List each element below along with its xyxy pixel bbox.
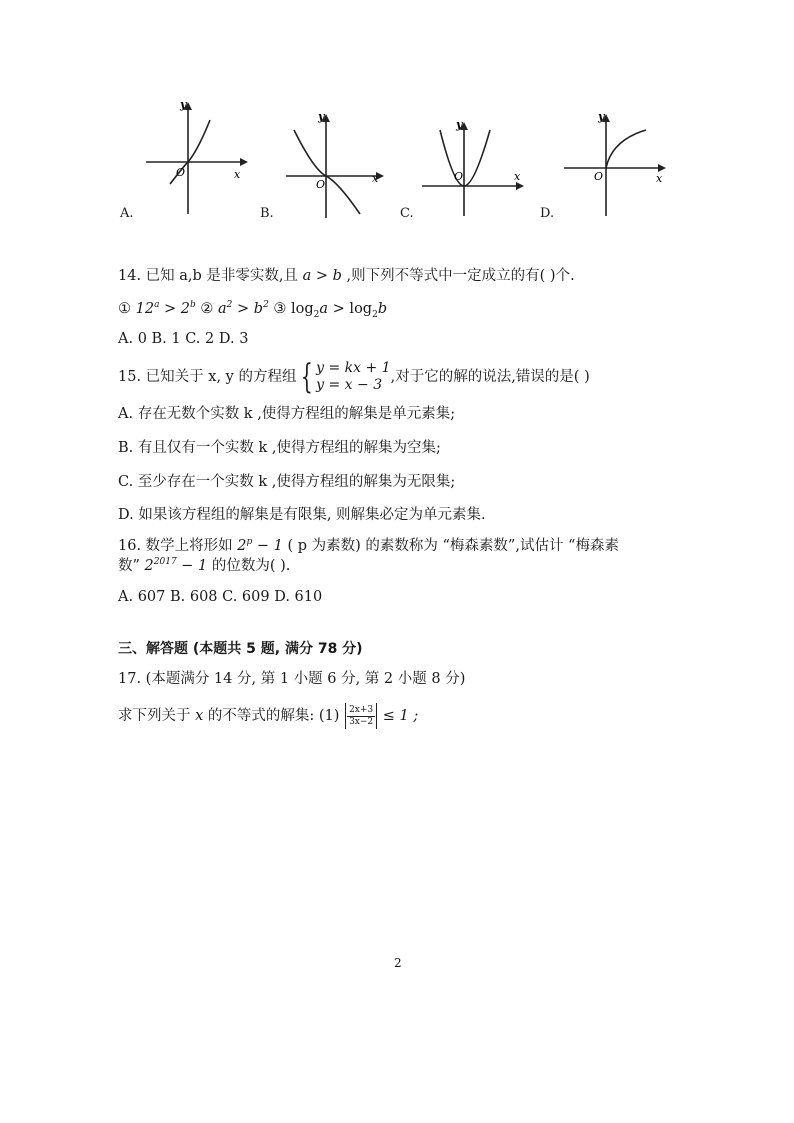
graph-option-a [140, 98, 250, 216]
q15-option-b: B. 有且仅有一个实数 k ,使得方程组的解集为空集; [118, 440, 441, 456]
q15-option-a: A. 存在无数个实数 k ,使得方程组的解集是单元素集; [118, 406, 456, 422]
q15-option-d: D. 如果该方程组的解集是有限集, 则解集必定为单元素集. [118, 507, 486, 523]
section-heading: 三、解答题 (本题共 5 题, 满分 78 分) [118, 641, 363, 657]
svg-text:O: O [454, 170, 464, 183]
svg-text:y: y [598, 110, 605, 123]
graph-option-d [560, 110, 670, 220]
graph-option-c [418, 118, 528, 218]
svg-text:x: x [514, 170, 521, 183]
q16-line2: 数” $2^{2017} - 1$ 的位数为( ). [118, 557, 291, 574]
graph-option-b [280, 110, 390, 220]
option-b-label: B. [260, 206, 274, 221]
svg-text:x: x [656, 172, 663, 185]
q15-option-c: C. 至少存在一个实数 k ,使得方程组的解集为无限集; [118, 474, 456, 490]
svg-text:O: O [176, 166, 186, 179]
page-number: 2 [394, 956, 402, 970]
svg-text:x: x [234, 168, 241, 181]
q17-stem: 求下列关于 x 的不等式的解集: (1) $\frac{2x+3}{3x-2}$ ≤ 1 ; [118, 703, 418, 729]
q17-fraction: $\frac{2x+3}{3x-2}$ [349, 704, 374, 727]
option-c-label: C. [400, 206, 414, 221]
svg-text:y: y [180, 98, 187, 111]
svg-text:x: x [372, 172, 379, 185]
q14-items: ① $12^a > 2^b$ ② $a^2 > b^2$ ③ $\log_2a > \log_2b$ [118, 300, 388, 320]
option-d-label: D. [540, 206, 555, 221]
option-a-label: A. [120, 206, 134, 221]
q14-stem: 14. 已知 a,b 是非零实数,且 a > b ,则下列不等式中一定成立的有( )个. [118, 268, 575, 284]
svg-text:y: y [318, 110, 325, 123]
q16-line1: 16. 数学上将形如 $2^p - 1$ ( p 为素数) 的素数称为 “梅森素数”,试估计 “梅森素 [118, 537, 619, 554]
q16-choices: A. 607 B. 608 C. 609 D. 610 [118, 589, 323, 605]
equation-system: y = kx + 1 y = x − 3 [316, 360, 391, 393]
q17-header: 17. (本题满分 14 分, 第 1 小题 6 分, 第 2 小题 8 分) [118, 671, 466, 687]
svg-text:y: y [456, 118, 463, 131]
svg-text:O: O [594, 170, 604, 183]
svg-text:O: O [316, 178, 326, 191]
q14-choices: A. 0 B. 1 C. 2 D. 3 [118, 331, 249, 347]
q15-stem: 15. 已知关于 x, y 的方程组 { y = kx + 1 y = x − 3 ,对于它的解的说法,错误的是( ) [118, 357, 590, 397]
